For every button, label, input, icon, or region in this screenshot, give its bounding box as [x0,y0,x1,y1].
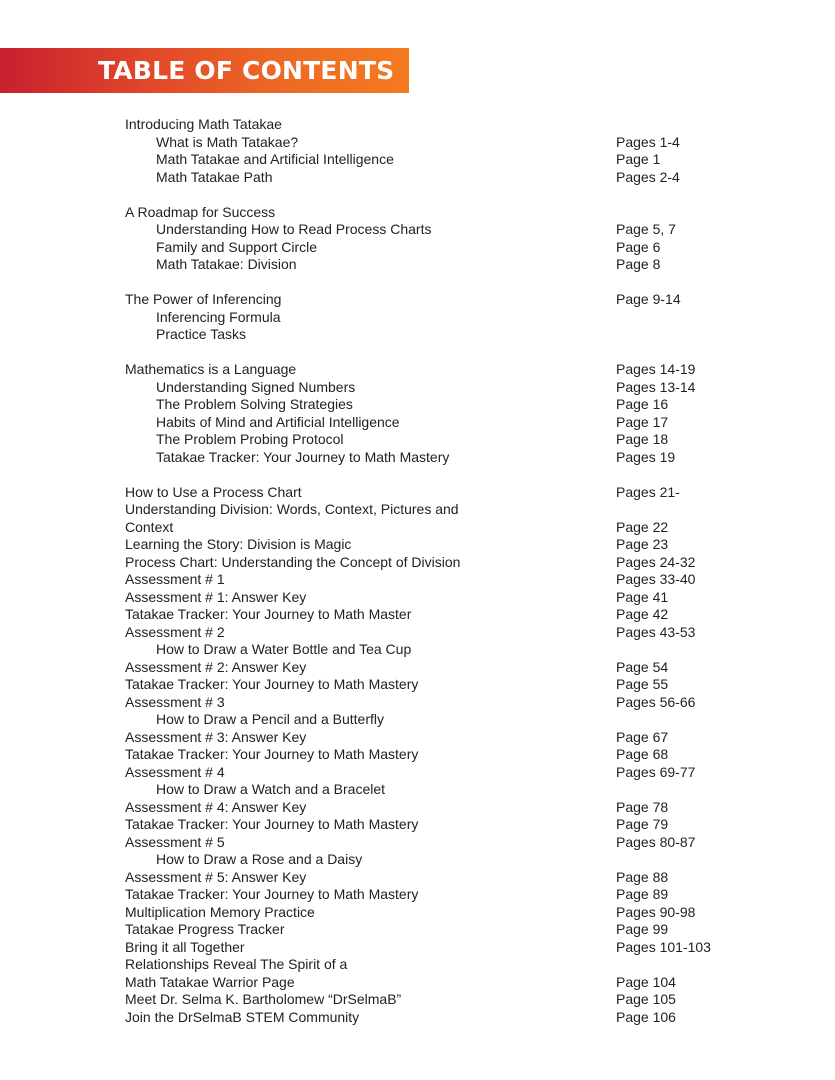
toc-entry-label: Assessment # 5 [125,833,225,850]
toc-entry-pages: Page 68 [616,746,669,762]
toc-entry-label: Meet Dr. Selma K. Bartholomew “DrSelmaB” [125,991,402,1007]
toc-entry-label: Learning the Story: Division is Magic [125,536,352,552]
toc-subentry [0,414,835,432]
toc-entry-label: Tatakae Tracker: Your Journey to Math Mastery [125,886,419,902]
toc-entry [0,921,835,939]
toc-entry-pages: Pages 24-32 [616,553,696,570]
toc-entry-label: Tatakae Progress Tracker [125,921,285,937]
toc-entry [0,694,835,712]
toc-entry-label: Assessment # 3: Answer Key [125,728,307,745]
toc-entry-pages: Page 89 [616,886,669,902]
toc-entry [0,746,835,764]
toc-subentry [0,151,835,169]
toc-entry-pages: Page 55 [616,676,669,692]
toc-subentry [0,239,835,257]
toc-entry [0,606,835,624]
toc-entry [0,204,835,222]
toc-entry-label: How to Draw a Watch and a Bracelet [156,781,386,797]
toc-subentry [0,309,835,327]
toc-entry-label: Practice Tasks [156,326,246,342]
toc-subentry [0,396,835,414]
toc-subentry [0,221,835,239]
toc-entry-label: The Power of Inferencing [125,291,282,307]
toc-entry-label: How to Use a Process Chart [125,483,302,500]
toc-entry-label: Assessment # 5: Answer Key [125,868,307,885]
toc-entry [0,956,835,974]
toc-entry-pages: Page 17 [616,413,669,430]
toc-entry [0,799,835,817]
toc-entry [0,589,835,607]
toc-entry-pages: Page 8 [616,256,661,272]
toc-entry-pages: Page 79 [616,816,669,832]
toc-entry-pages: Pages 80-87 [616,833,696,850]
toc-entry-label: Assessment # 2: Answer Key [125,658,307,675]
toc-entry-pages: Pages 13-14 [616,378,696,395]
toc-list [0,116,835,1026]
toc-entry-pages: Pages 33-40 [616,571,696,587]
toc-entry [0,484,835,502]
toc-entry-label: How to Draw a Rose and a Daisy [156,851,363,867]
toc-entry [0,729,835,747]
toc-entry-label: How to Draw a Water Bottle and Tea Cup [156,641,412,657]
toc-spacer [0,344,835,362]
toc-entry-label: Tatakae Tracker: Your Journey to Math Mastery [125,746,419,762]
toc-entry-label: Understanding Division: Words, Context, Pictures and [125,501,459,517]
toc-entry [0,501,835,519]
toc-entry-pages: Page 5, 7 [616,221,676,237]
toc-entry [0,834,835,852]
toc-entry-label: Tatakae Tracker: Your Journey to Math Master [125,606,412,622]
toc-entry-pages: Page 78 [616,798,669,815]
toc-entry [0,1009,835,1027]
toc-entry-pages: Pages 69-77 [616,763,696,780]
toc-entry-pages: Page 106 [616,1008,676,1025]
toc-entry-pages: Page 16 [616,396,669,412]
toc-subentry [0,326,835,344]
toc-entry-label: Habits of Mind and Artificial Intelligence [156,413,400,430]
toc-entry-pages: Page 1 [616,151,661,167]
toc-entry-label: Tatakae Tracker: Your Journey to Math Mastery [125,676,419,692]
toc-entry-pages: Pages 14-19 [616,361,696,377]
toc-entry [0,554,835,572]
toc-entry-label: What is Math Tatakae? [156,133,299,150]
toc-entry-label: Assessment # 1: Answer Key [125,588,307,605]
toc-entry-label: Understanding Signed Numbers [156,378,356,395]
toc-entry-pages: Pages 1-4 [616,133,680,150]
toc-entry-pages: Page 88 [616,868,669,885]
toc-subentry [0,449,835,467]
toc-entry-label: Math Tatakae Warrior Page [125,973,295,990]
toc-entry [0,939,835,957]
toc-entry-label: Multiplication Memory Practice [125,903,315,920]
toc-subentry [0,711,835,729]
toc-entry-label: Math Tatakae and Artificial Intelligence [156,151,394,167]
toc-entry [0,886,835,904]
page-title: TABLE OF CONTENTS [98,56,395,85]
toc-entry-label: How to Draw a Pencil and a Butterfly [156,711,384,727]
toc-subentry [0,851,835,869]
toc-entry-label: Assessment # 4: Answer Key [125,798,307,815]
toc-entry-pages: Page 42 [616,606,669,622]
toc-subentry [0,781,835,799]
toc-spacer [0,466,835,484]
toc-subentry [0,641,835,659]
toc-entry-pages: Page 23 [616,536,669,552]
toc-entry-pages: Pages 43-53 [616,623,696,640]
toc-entry-label: Understanding How to Read Process Charts [156,221,432,237]
toc-subentry [0,256,835,274]
toc-entry [0,536,835,554]
toc-entry [0,519,835,537]
toc-entry-label: Tatakae Tracker: Your Journey to Math Mastery [156,448,450,465]
toc-entry-label: Assessment # 4 [125,763,225,780]
toc-entry [0,764,835,782]
toc-entry [0,974,835,992]
toc-entry-pages: Pages 2-4 [616,168,680,185]
toc-entry-label: Family and Support Circle [156,238,318,255]
toc-entry-pages: Page 9-14 [616,291,681,307]
toc-entry [0,659,835,677]
toc-entry-pages: Page 41 [616,588,669,605]
toc-entry-pages: Page 104 [616,973,676,990]
toc-entry-pages: Page 67 [616,728,669,745]
toc-spacer [0,274,835,292]
toc-entry-label: Assessment # 2 [125,623,225,640]
toc-entry-pages: Pages 19 [616,448,676,465]
toc-entry [0,571,835,589]
toc-entry-label: Math Tatakae: Division [156,256,297,272]
toc-entry [0,624,835,642]
toc-entry-pages: Page 18 [616,431,669,447]
toc-entry [0,116,835,134]
toc-entry [0,291,835,309]
toc-entry-pages: Page 105 [616,991,676,1007]
toc-entry [0,361,835,379]
toc-entry-label: Mathematics is a Language [125,361,297,377]
toc-entry-pages: Pages 21- [616,483,680,500]
toc-entry-label: Context [125,518,174,535]
toc-entry-label: Join the DrSelmaB STEM Community [125,1008,360,1025]
toc-entry-pages: Page 99 [616,921,669,937]
toc-entry-label: The Problem Probing Protocol [156,431,344,447]
toc-entry-label: Tatakae Tracker: Your Journey to Math Mastery [125,816,419,832]
toc-entry [0,904,835,922]
toc-entry-pages: Pages 56-66 [616,693,696,710]
toc-entry-pages: Pages 90-98 [616,903,696,920]
toc-subentry [0,379,835,397]
toc-entry-pages: Pages 101-103 [616,938,711,955]
title-banner [0,48,409,93]
toc-subentry [0,134,835,152]
toc-subentry [0,431,835,449]
toc-subentry [0,169,835,187]
toc-entry-label: Bring it all Together [125,938,245,955]
toc-entry-label: The Problem Solving Strategies [156,396,353,412]
toc-entry [0,816,835,834]
toc-entry [0,991,835,1009]
toc-entry-pages: Page 22 [616,518,669,535]
toc-entry-label: Introducing Math Tatakae [125,116,282,132]
toc-entry-pages: Page 6 [616,238,661,255]
toc-entry-label: A Roadmap for Success [125,203,276,220]
toc-entry-label: Math Tatakae Path [156,168,273,185]
toc-entry-label: Inferencing Formula [156,308,281,325]
toc-entry-label: Relationships Reveal The Spirit of a [125,956,348,972]
toc-entry-label: Assessment # 1 [125,571,225,587]
toc-entry [0,869,835,887]
toc-entry-label: Assessment # 3 [125,693,225,710]
toc-entry [0,676,835,694]
toc-entry-pages: Page 54 [616,658,669,675]
toc-spacer [0,186,835,204]
toc-entry-label: Process Chart: Understanding the Concept of Division [125,553,461,570]
